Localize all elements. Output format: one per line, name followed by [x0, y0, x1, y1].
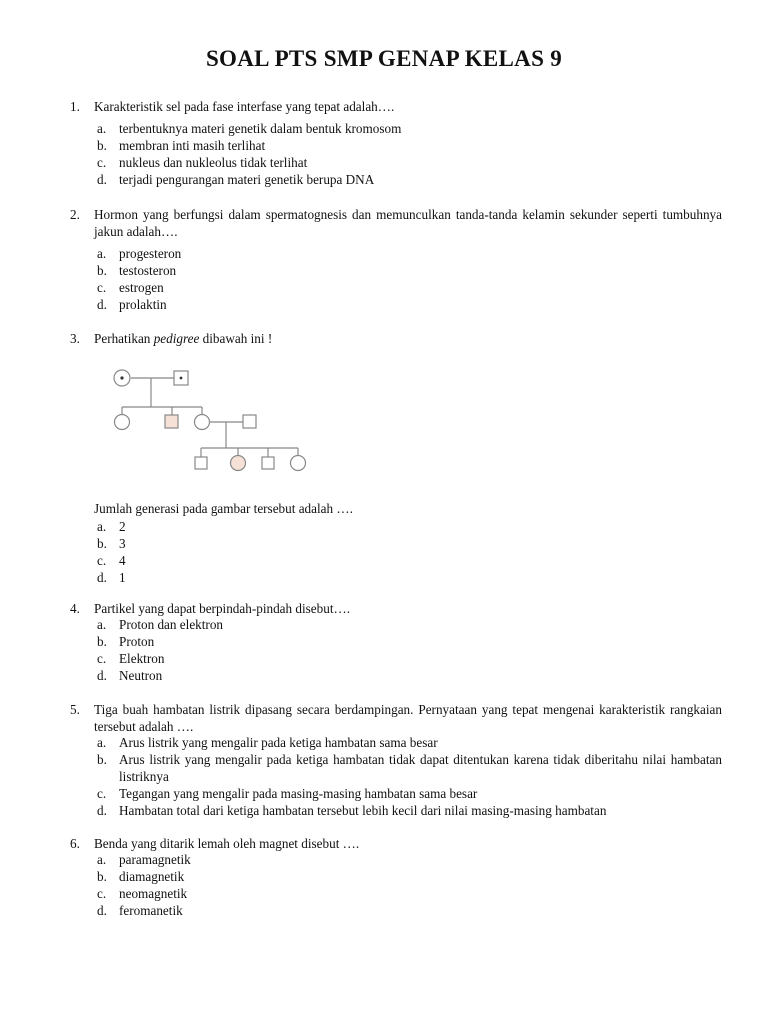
option-a [97, 852, 722, 869]
pedigree-lines [122, 378, 298, 457]
option-text: Tegangan yang mengalir pada masing-masing hambatan sama besar [119, 785, 478, 801]
option-list [97, 121, 722, 189]
option-c [97, 786, 722, 803]
option-text: Arus listrik yang mengalir pada ketiga hambatan sama besar [119, 735, 438, 750]
question-text: Hormon yang berfungsi dalam spermatognesis dan memunculkan tanda-tanda kelamin sekunder seperti tumbuhnya jakun adalah…. [94, 207, 722, 239]
option-letter: b. [97, 868, 107, 884]
option-text: prolaktin [119, 296, 167, 312]
option-letter: d. [97, 902, 107, 918]
carrier-dot [120, 376, 123, 379]
option-text: Elektron [119, 650, 165, 666]
question-2 [70, 206, 722, 314]
option-text: 1 [119, 569, 126, 585]
question-text [94, 330, 722, 347]
question-5 [70, 701, 722, 820]
option-letter: b. [97, 751, 107, 767]
option-d [97, 803, 722, 820]
option-d [97, 172, 722, 189]
question-text: Partikel yang dapat berpindah-pindah disebut…. [94, 601, 350, 616]
option-text: membran inti masih terlihat [119, 137, 266, 153]
option-b [97, 536, 722, 553]
option-text: estrogen [119, 279, 164, 295]
option-text: Proton [119, 633, 155, 649]
option-text: testosteron [119, 262, 177, 278]
option-text: Proton dan elektron [119, 617, 224, 632]
question-number: 5. [70, 702, 80, 717]
option-c [97, 280, 722, 297]
option-text: nukleus dan nukleolus tidak terlihat [119, 154, 308, 170]
male-symbol [195, 457, 207, 469]
option-b [97, 752, 722, 786]
question-number: 2. [70, 207, 80, 222]
option-d [97, 903, 722, 920]
option-text: neomagnetik [119, 885, 188, 901]
option-letter: a. [97, 617, 107, 632]
pedigree-diagram [100, 360, 315, 480]
option-a [97, 246, 722, 263]
male-symbol [243, 415, 256, 428]
option-letter: c. [97, 885, 107, 901]
question-4 [70, 600, 722, 685]
option-text: terbentuknya materi genetik dalam bentuk kromosom [119, 121, 402, 136]
option-letter: b. [97, 633, 107, 649]
question-number: 3. [70, 331, 80, 346]
question-text-part: Perhatikan [94, 331, 154, 346]
option-a [97, 121, 722, 138]
question-3 [70, 330, 722, 347]
option-d [97, 297, 722, 314]
question-text: Benda yang ditarik lemah oleh magnet disebut …. [94, 836, 360, 851]
option-letter: d. [97, 296, 107, 312]
option-list [97, 735, 722, 820]
option-a [97, 735, 722, 752]
option-text: 2 [119, 519, 126, 534]
option-b [97, 138, 722, 155]
option-b [97, 634, 722, 651]
question-text: Karakteristik sel pada fase interfase yang tepat adalah…. [94, 99, 395, 114]
option-text: 4 [119, 552, 126, 568]
question-6 [70, 835, 722, 920]
option-text: feromanetik [119, 902, 183, 918]
option-list [97, 246, 722, 314]
option-letter: b. [97, 535, 107, 551]
option-list [97, 519, 722, 587]
male-affected-symbol [165, 415, 178, 428]
female-symbol [195, 415, 210, 430]
option-letter: a. [97, 735, 107, 750]
option-d [97, 668, 722, 685]
female-symbol [115, 415, 130, 430]
option-letter: c. [97, 650, 107, 666]
option-letter: d. [97, 171, 107, 187]
question-text-part: dibawah ini ! [199, 331, 273, 346]
female-affected-symbol [231, 456, 246, 471]
female-symbol [291, 456, 306, 471]
option-letter: c. [97, 154, 107, 170]
question-1 [70, 98, 722, 189]
option-letter: a. [97, 852, 107, 867]
option-text: Hambatan total dari ketiga hambatan tersebut lebih kecil dari nilai masing-masing hambatan [119, 802, 607, 818]
option-letter: d. [97, 802, 107, 818]
option-letter: c. [97, 785, 107, 801]
option-text: Neutron [119, 667, 163, 683]
question-number: 1. [70, 99, 80, 114]
option-list [97, 617, 722, 685]
male-symbol [262, 457, 274, 469]
option-letter: a. [97, 121, 107, 136]
question-number: 6. [70, 836, 80, 851]
option-c [97, 553, 722, 570]
option-letter: a. [97, 519, 107, 534]
option-a [97, 519, 722, 536]
option-letter: c. [97, 552, 107, 568]
question-number: 4. [70, 601, 80, 616]
option-letter: b. [97, 262, 107, 278]
question-text: Tiga buah hambatan listrik dipasang secara berdampingan. Pernyataan yang tepat mengenai karakteristik rangkaian tersebut adalah …. [94, 702, 722, 734]
question-3-followup [70, 500, 722, 587]
option-text: terjadi pengurangan materi genetik berupa DNA [119, 171, 375, 187]
option-text: progesteron [119, 246, 182, 261]
option-a [97, 617, 722, 634]
option-list [97, 852, 722, 920]
option-letter: c. [97, 279, 107, 295]
question-followup-text: Jumlah generasi pada gambar tersebut adalah …. [94, 501, 353, 516]
option-text: diamagnetik [119, 868, 185, 884]
option-text: 3 [119, 535, 126, 551]
option-letter: d. [97, 569, 107, 585]
option-c [97, 886, 722, 903]
option-b [97, 869, 722, 886]
option-c [97, 651, 722, 668]
option-c [97, 155, 722, 172]
option-d [97, 570, 722, 587]
page-title: SOAL PTS SMP GENAP KELAS 9 [205, 46, 563, 71]
option-letter: a. [97, 246, 107, 261]
option-b [97, 263, 722, 280]
carrier-dot [180, 377, 183, 380]
option-letter: b. [97, 137, 107, 153]
question-text-italic: pedigree [153, 331, 200, 346]
option-text: paramagnetik [119, 852, 191, 867]
option-letter: d. [97, 667, 107, 683]
option-text: Arus listrik yang mengalir pada ketiga hambatan tidak dapat ditentukan karena tidak diberitahu nilai hambatan listriknya [119, 751, 722, 784]
